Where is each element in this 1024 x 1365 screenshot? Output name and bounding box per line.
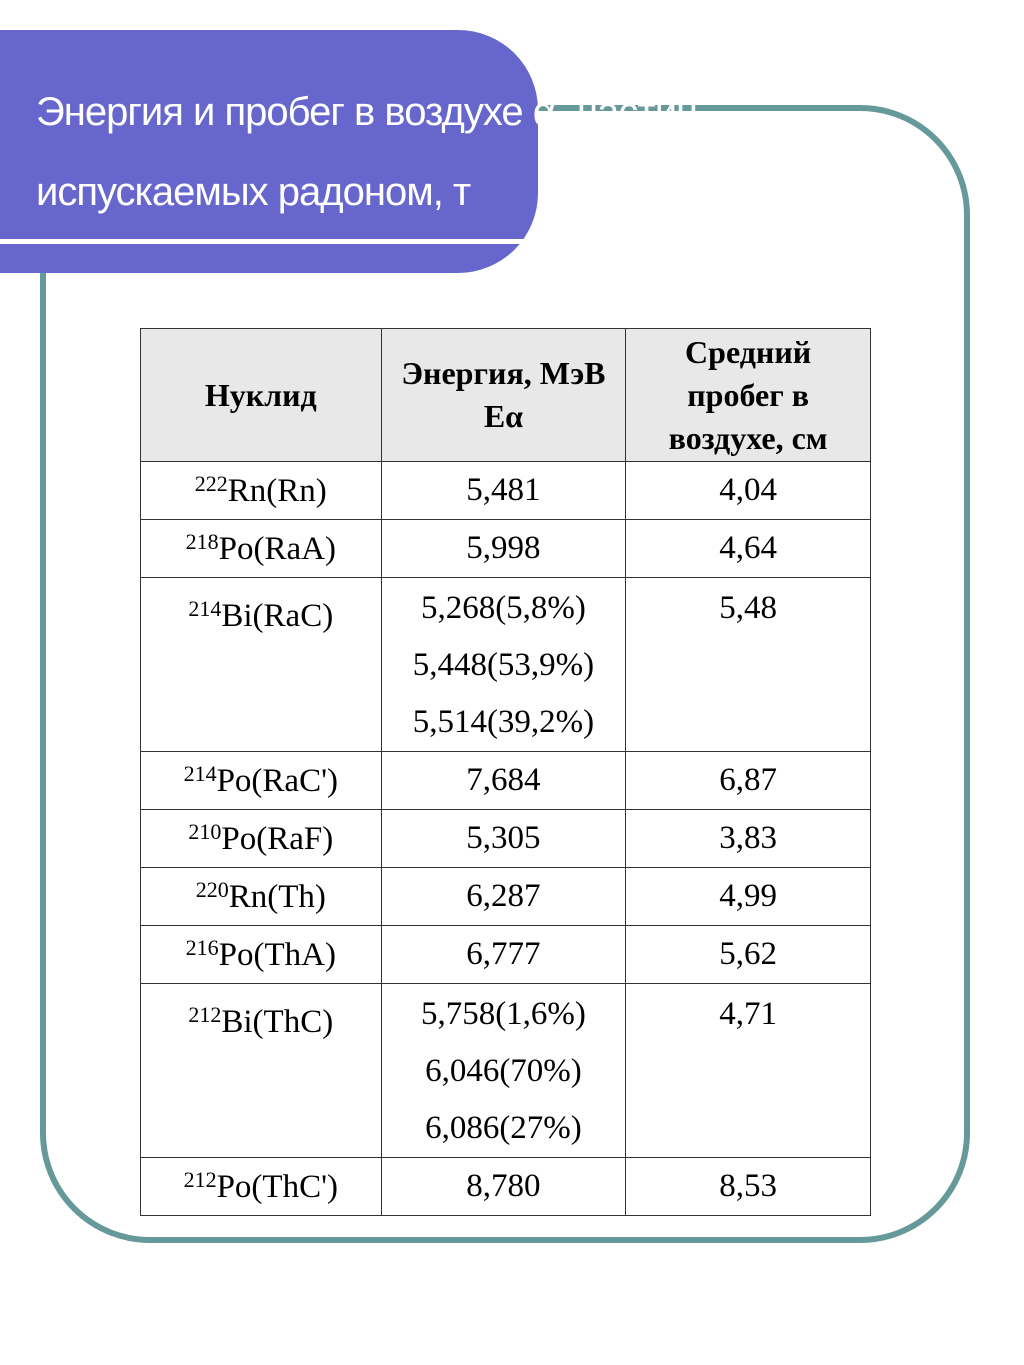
mass-number: 210 [188, 819, 222, 844]
energy-value: 5,758(1,6%) [420, 996, 586, 1032]
energy-cell [381, 578, 626, 752]
mass-number: 220 [195, 877, 229, 902]
mass-number: 214 [183, 761, 217, 786]
header-nuclide: Нуклид [141, 329, 382, 462]
energy-value: 6,777 [466, 936, 541, 972]
range-cell: 8,53 [626, 1158, 871, 1216]
banner-divider [0, 239, 538, 244]
nuclide-name: Rn(Rn) [227, 473, 327, 509]
energy-value: 5,305 [466, 820, 541, 856]
mass-number: 212 [183, 1167, 217, 1192]
energy-cell [381, 752, 626, 810]
table-row [141, 752, 871, 810]
mass-number: 212 [188, 1002, 222, 1027]
nuclide-cell [141, 1158, 382, 1216]
header-energy-label: Энергия, МэВ [401, 355, 606, 391]
table-row [141, 868, 871, 926]
table-row [141, 520, 871, 578]
mass-number: 214 [188, 596, 222, 621]
range-cell: 5,62 [626, 926, 871, 984]
energy-cell [381, 984, 626, 1158]
table-row [141, 926, 871, 984]
range-cell: 4,04 [626, 462, 871, 520]
slide-title [36, 72, 708, 232]
energy-cell [381, 810, 626, 868]
nuclide-name: Bi(ThC) [221, 1004, 334, 1040]
energy-value: 6,086(27%) [425, 1110, 582, 1146]
range-cell: 5,48 [626, 578, 871, 752]
range-cell: 6,87 [626, 752, 871, 810]
energy-value: 6,287 [466, 878, 541, 914]
energy-cell [381, 868, 626, 926]
nuclide-name: Po(RaA) [218, 531, 336, 567]
energy-value: 5,514(39,2%) [412, 704, 595, 740]
table-row [141, 462, 871, 520]
range-cell: 3,83 [626, 810, 871, 868]
nuclide-table [140, 328, 871, 1216]
nuclide-cell [141, 520, 382, 578]
energy-value: 6,046(70%) [425, 1053, 582, 1089]
nuclide-cell [141, 752, 382, 810]
range-cell: 4,64 [626, 520, 871, 578]
title-line-1: Энергия и пробег в воздухе α- частиц, [36, 90, 709, 134]
nuclide-cell [141, 926, 382, 984]
nuclide-name: Po(RaF) [221, 821, 334, 857]
energy-cell [381, 520, 626, 578]
nuclide-name: Po(RaC') [216, 763, 339, 799]
title-banner [0, 30, 709, 273]
header-energy-symbol: Eα [483, 398, 524, 434]
energy-cell [381, 462, 626, 520]
range-cell: 4,99 [626, 868, 871, 926]
mass-number: 218 [185, 529, 219, 554]
mass-number: 216 [185, 935, 219, 960]
energy-value: 5,268(5,8%) [420, 590, 586, 626]
title-line-2: испускаемых радоном, т [36, 170, 471, 214]
energy-value: 8,780 [466, 1168, 541, 1204]
nuclide-cell [141, 810, 382, 868]
nuclide-cell [141, 462, 382, 520]
nuclide-cell [141, 578, 382, 752]
energy-value: 5,481 [466, 472, 541, 508]
nuclide-name: Po(ThC') [216, 1169, 339, 1205]
energy-cell [381, 926, 626, 984]
table-row [141, 1158, 871, 1216]
mass-number: 222 [194, 471, 228, 496]
energy-value: 5,448(53,9%) [412, 647, 595, 683]
energy-value: 7,684 [466, 762, 541, 798]
energy-cell [381, 1158, 626, 1216]
table-row [141, 984, 871, 1158]
energy-value: 5,998 [466, 530, 541, 566]
table-row [141, 810, 871, 868]
header-range: Средний пробег в воздухе, см [626, 329, 871, 462]
nuclide-name: Po(ThA) [218, 937, 336, 973]
range-cell: 4,71 [626, 984, 871, 1158]
nuclide-cell [141, 868, 382, 926]
nuclide-name: Rn(Th) [228, 879, 326, 915]
table-header [141, 329, 871, 462]
table-row [141, 578, 871, 752]
header-energy [381, 329, 626, 462]
nuclide-cell [141, 984, 382, 1158]
nuclide-name: Bi(RaC) [221, 598, 334, 634]
